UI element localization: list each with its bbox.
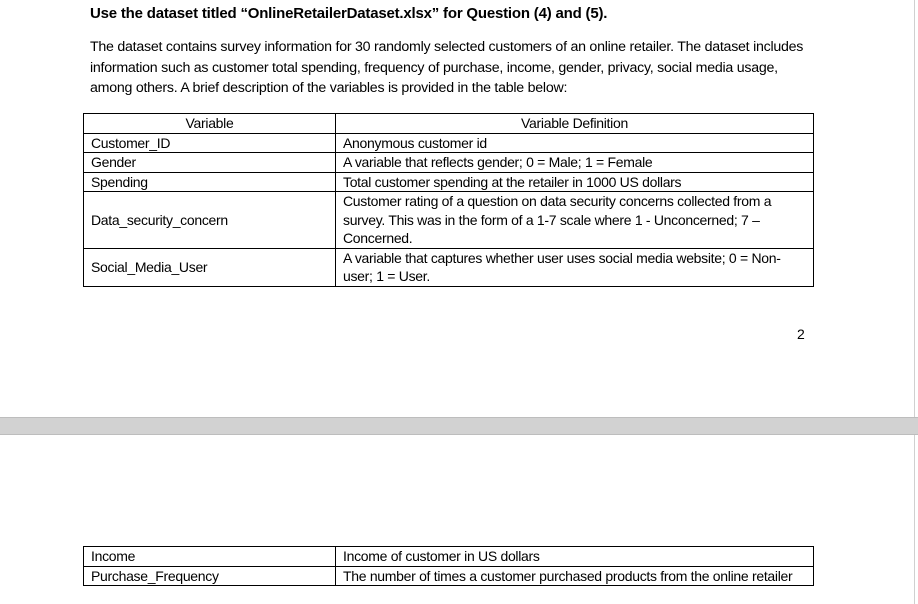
definition-cell: A variable that reflects gender; 0 = Male; 1 = Female — [336, 153, 814, 173]
variable-cell: Customer_ID — [84, 133, 336, 153]
variable-cell: Data_security_concern — [84, 192, 336, 249]
definition-cell: Anonymous customer id — [336, 133, 814, 153]
variables-table-continued — [83, 546, 814, 586]
variables-table — [83, 113, 814, 287]
table-row — [84, 248, 814, 286]
table-row — [84, 192, 814, 249]
table-row — [84, 566, 814, 586]
definition-cell: Customer rating of a question on data security concerns collected from a survey. This was in the form of a 1-7 scale where 1 - Unconcerned; 7 – Concerned. — [336, 192, 814, 249]
page-gap — [0, 417, 918, 435]
table-row — [84, 133, 814, 153]
variable-cell: Spending — [84, 172, 336, 192]
variable-cell: Income — [84, 547, 336, 567]
page-number: 2 — [797, 326, 805, 342]
variable-cell: Purchase_Frequency — [84, 566, 336, 586]
variable-cell: Gender — [84, 153, 336, 173]
header-variable: Variable — [84, 114, 336, 134]
definition-cell: Total customer spending at the retailer in 1000 US dollars — [336, 172, 814, 192]
question-heading: Use the dataset titled “OnlineRetailerDataset.xlsx” for Question (4) and (5). — [90, 5, 608, 22]
definition-cell: A variable that captures whether user uses social media website; 0 = Non-user; 1 = User. — [336, 248, 814, 286]
definition-cell: Income of customer in US dollars — [336, 547, 814, 567]
header-definition: Variable Definition — [336, 114, 814, 134]
definition-cell: The number of times a customer purchased products from the online retailer — [336, 566, 814, 586]
table-row — [84, 153, 814, 173]
variable-cell: Social_Media_User — [84, 248, 336, 286]
table-row — [84, 547, 814, 567]
table-row — [84, 172, 814, 192]
table-header-row — [84, 114, 814, 134]
intro-paragraph: The dataset contains survey information for 30 randomly selected customers of an online retailer. The dataset includes information such as customer total spending, frequency of purchase, income, gender, privacy, social media usage, among others. A brief description of the variables is provided in the table below: — [90, 39, 804, 96]
